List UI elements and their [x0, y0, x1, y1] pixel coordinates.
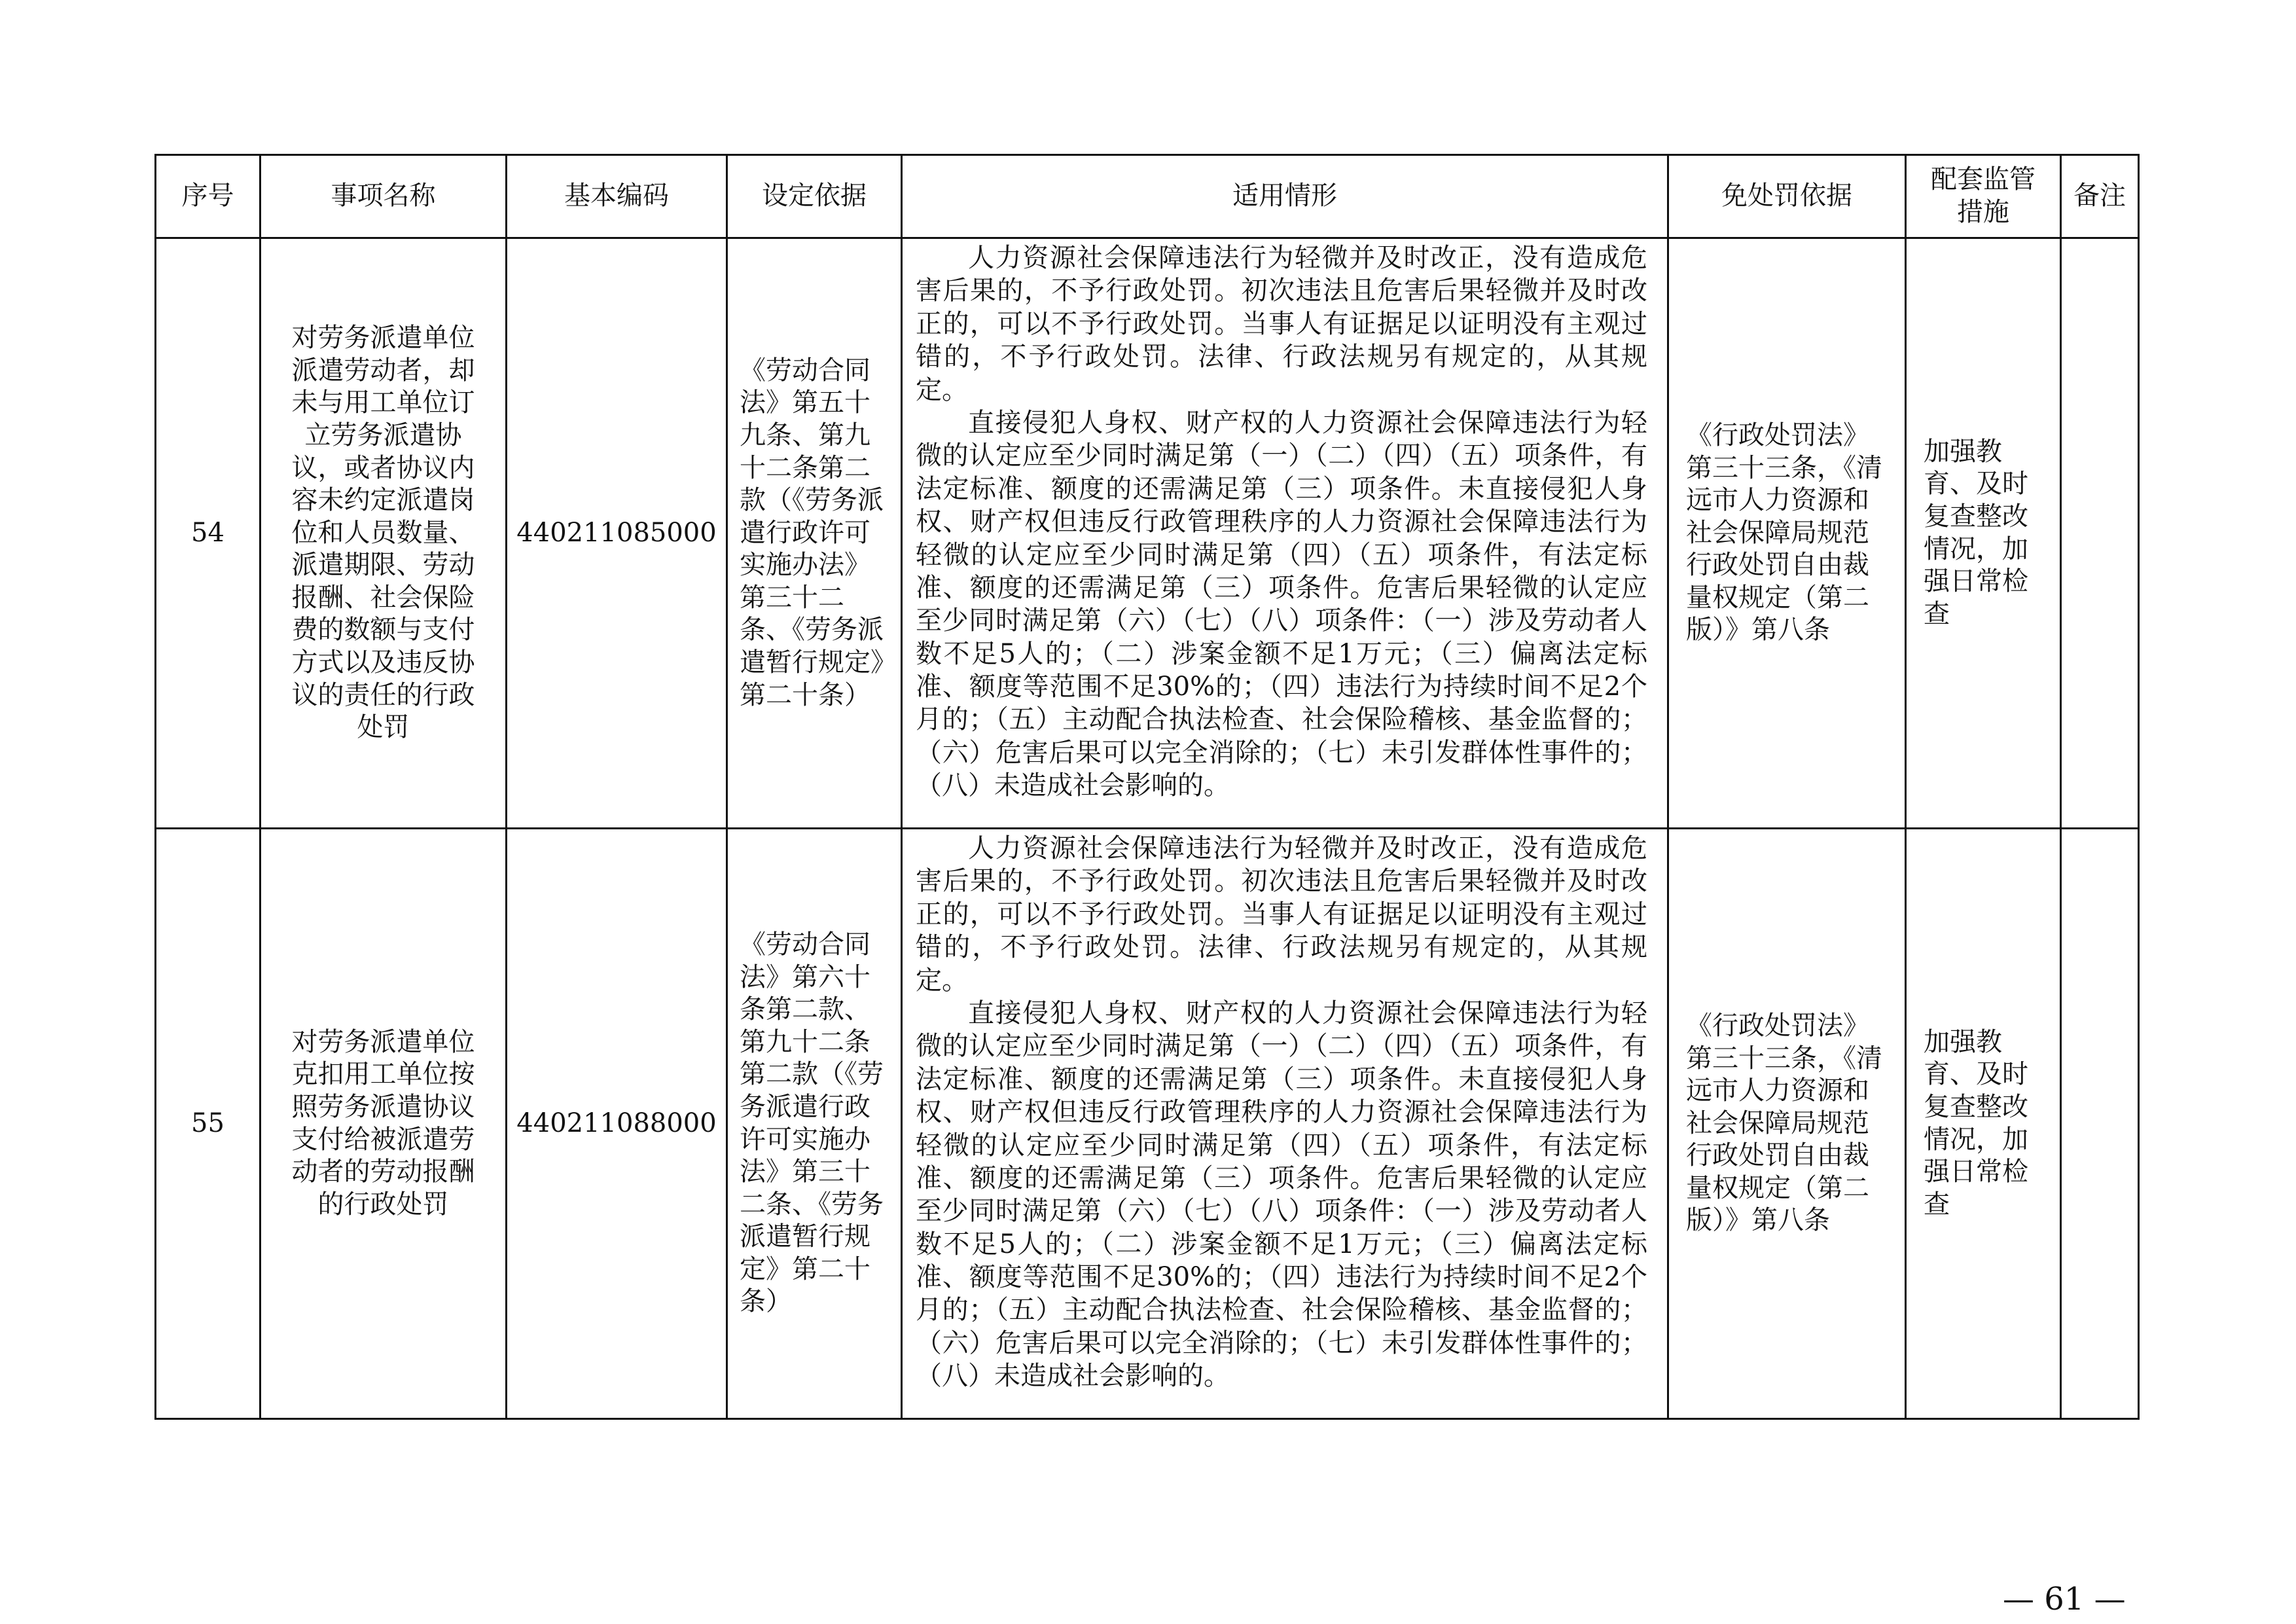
header-conditions: 适用情形: [902, 155, 1668, 238]
row-seq: 54: [156, 238, 260, 829]
row-basis: 《劳动合同法》第六十条第二款、第九十二条第二款（《劳务派遣行政许可实施办法》第三十二条、《劳务派遣暂行规定》第二十条）: [727, 829, 902, 1419]
row-basis: 《劳动合同法》第五十九条、第九十二条第二款（《劳务派遣行政许可实施办法》第三十二条、《劳务派遣暂行规定》第二十条）: [727, 238, 902, 829]
row-seq: 55: [156, 829, 260, 1419]
row-item-name: 对劳务派遣单位派遣劳动者，却未与用工单位订立劳务派遣协议，或者协议内容未约定派遣岗位和人员数量、派遣期限、劳动报酬、社会保险费的数额与支付方式以及违反协议的责任的行政处罚: [260, 238, 507, 829]
page-number: — 61 —: [2003, 1581, 2126, 1617]
row-remark: [2061, 238, 2139, 829]
conditions-paragraph-1: 人力资源社会保障违法行为轻微并及时改正，没有造成危害后果的，不予行政处罚。初次违法且危害后果轻微并及时改正的，可以不予行政处罚。当事人有证据足以证明没有主观过错的，不予行政处罚。法律、行政法规另有规定的，从其规定。: [916, 243, 1647, 405]
row-exemption: 《行政处罚法》第三十三条，《清远市人力资源和社会保障局规范行政处罚自由裁量权规定（第二版）》第八条: [1668, 829, 1906, 1419]
row-code: 440211088000: [507, 829, 727, 1419]
header-basis: 设定依据: [727, 155, 902, 238]
row-remark: [2061, 829, 2139, 1419]
table-row: [156, 829, 2139, 1419]
penalty-exemption-table: [154, 154, 2140, 1420]
conditions-paragraph-1: 人力资源社会保障违法行为轻微并及时改正，没有造成危害后果的，不予行政处罚。初次违法且危害后果轻微并及时改正的，可以不予行政处罚。当事人有证据足以证明没有主观过错的，不予行政处罚。法律、行政法规另有规定的，从其规定。: [916, 833, 1647, 996]
row-item-name: 对劳务派遣单位克扣用工单位按照劳务派遣协议支付给被派遣劳动者的劳动报酬的行政处罚: [260, 829, 507, 1419]
header-seq: 序号: [156, 155, 260, 238]
table-header-row: [156, 155, 2139, 238]
row-conditions: [902, 829, 1668, 1419]
table-row: [156, 238, 2139, 829]
header-supervision: 配套监管措施: [1906, 155, 2061, 238]
header-exemption: 免处罚依据: [1668, 155, 1906, 238]
row-supervision: 加强教育、及时复查整改情况，加强日常检查: [1906, 829, 2061, 1419]
row-conditions: [902, 238, 1668, 829]
header-remark: 备注: [2061, 155, 2139, 238]
row-code: 440211085000: [507, 238, 727, 829]
conditions-paragraph-2: 直接侵犯人身权、财产权的人力资源社会保障违法行为轻微的认定应至少同时满足第（一）（二）（四）（五）项条件，有法定标准、额度的还需满足第（三）项条件。未直接侵犯人身权、财产权但违反行政管理秩序的人力资源社会保障违法行为轻微的认定应至少同时满足第（四）（五）项条件，有法定标准、额度的还需满足第（三）项条件。危害后果轻微的认定应至少同时满足第（六）（七）（八）项条件：（一）涉及劳动者人数不足5人的；（二）涉案金额不足1万元；（三）偏离法定标准、额度等范围不足30%的；（四）违法行为持续时间不足2个月的；（五）主动配合执法检查、社会保险稽核、基金监督的；（六）危害后果可以完全消除的；（七）未引发群体性事件的；（八）未造成社会影响的。: [916, 407, 1647, 801]
header-code: 基本编码: [507, 155, 727, 238]
conditions-paragraph-2: 直接侵犯人身权、财产权的人力资源社会保障违法行为轻微的认定应至少同时满足第（一）（二）（四）（五）项条件，有法定标准、额度的还需满足第（三）项条件。未直接侵犯人身权、财产权但违反行政管理秩序的人力资源社会保障违法行为轻微的认定应至少同时满足第（四）（五）项条件，有法定标准、额度的还需满足第（三）项条件。危害后果轻微的认定应至少同时满足第（六）（七）（八）项条件：（一）涉及劳动者人数不足5人的；（二）涉案金额不足1万元；（三）偏离法定标准、额度等范围不足30%的；（四）违法行为持续时间不足2个月的；（五）主动配合执法检查、社会保险稽核、基金监督的；（六）危害后果可以完全消除的；（七）未引发群体性事件的；（八）未造成社会影响的。: [916, 998, 1647, 1392]
row-supervision: 加强教育、及时复查整改情况，加强日常检查: [1906, 238, 2061, 829]
row-exemption: 《行政处罚法》第三十三条，《清远市人力资源和社会保障局规范行政处罚自由裁量权规定（第二版）》第八条: [1668, 238, 1906, 829]
header-name: 事项名称: [260, 155, 507, 238]
